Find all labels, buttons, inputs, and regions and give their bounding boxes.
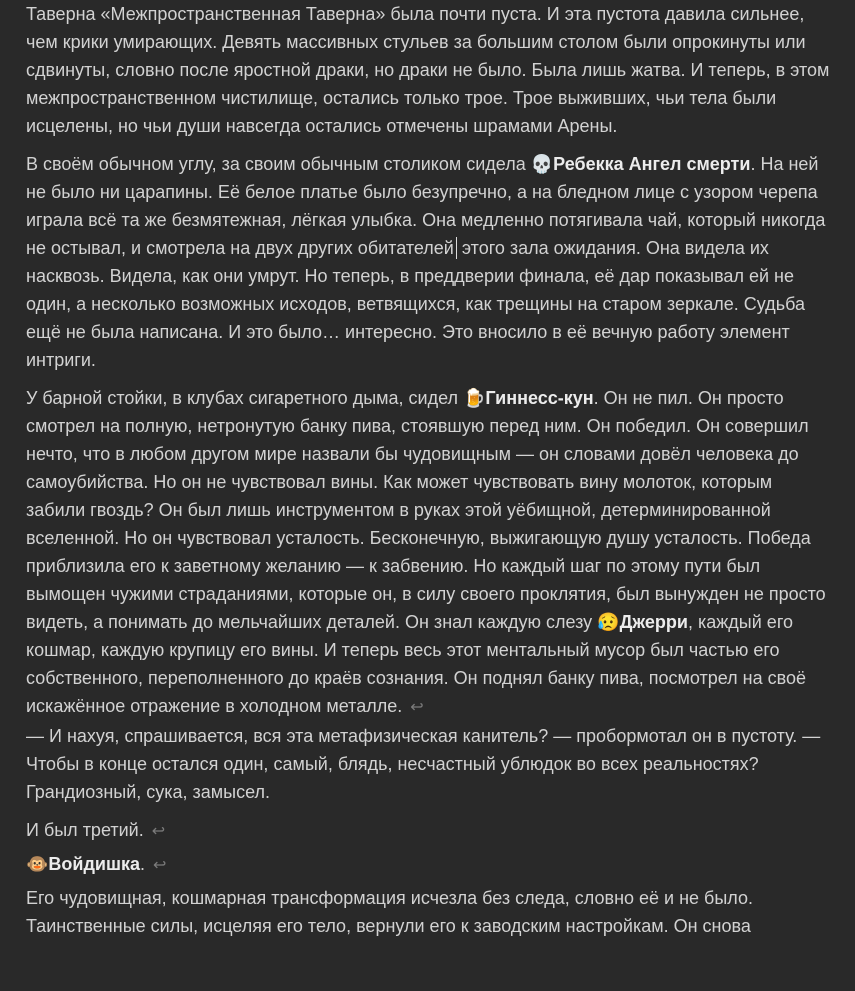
character-name-rebecca: Ребекка Ангел смерти <box>553 154 751 174</box>
skull-icon: 💀 <box>530 154 554 174</box>
paragraph-transformation: Его чудовищная, кошмарная трансформация исчезла без следа, словно её и не было. Таинственные силы, исцеляя его тело, вернули его к заводским настройкам. Он снова <box>26 888 754 936</box>
paragraph-voidishka: 🐵Войдишка. ↩ <box>26 854 167 874</box>
character-name-jerry: Джерри <box>619 612 688 632</box>
sad-face-icon: 😥 <box>597 612 620 632</box>
paragraph-rebecca: В своём обычном углу, за своим обычным столиком сидела 💀Ребекка Ангел смерти. На ней не было ни царапины. Её белое платье было безупречно, а на бледном лице с узором черепа играла всё та же безмятежная, лёгкая улыбка. Она медленно потягивала чай, который никогда не остывал, и смотрела на двух других обитателей этого зала ожидания. Она видела их насквозь. Видела, как они умрут. Но теперь, в преддверии финала, её дар показывал ей не один, а несколько возможных исходов, ветвящихся, как трещины на старом зеркале. Судьба ещё не была написана. И это было… интересно. Это вносило в её вечную работу элемент интриги. <box>26 154 826 370</box>
monkey-icon: 🐵 <box>26 854 49 874</box>
line-break-icon: ↩ <box>151 823 166 840</box>
line-break-icon: ↩ <box>410 699 424 716</box>
paragraph-guinness: У барной стойки, в клубах сигаретного дыма, сидел 🍺Гиннесс-кун. Он не пил. Он просто смотрел на полную, нетронутую банку пива, стоявшую перед ним. Он победил. Он совершил нечто, что в любом другом мире назвали бы чудовищным — он словами довёл человека до самоубийства. Но он не чувствовал вины. Как может чувствовать вину молоток, которым забили гвоздь? Он был лишь инструментом в руках этой уёбищной, детерминированной вселенной. Но он чувствовал усталость. Бесконечную, выжигающую душу усталость. Победа приблизила его к заветному желанию — к забвению. Но каждый шаг по этому пути был вымощен чужими страданиями, которые он, в силу своего проклятия, был вынужден не просто видеть, а понимать до мельчайших деталей. Он знал каждую слезу 😥Джерри, каждый его кошмар, каждую крупицу его вины. И теперь весь этот ментальный мусор был частью его собственного, переполненного до краёв сознания. Он поднял банку пива, посмотрел на своё искажённое отражение в холодном металле. ↩ — И нахуя, спрашивается, вся эта метафизическая канитель? — пробормотал он в пустоту. — Чтобы в конце остался один, самый, блядь, несчастный ублюдок во всех реальностях? Грандиозный, сука, замысел. <box>26 388 826 802</box>
character-name-guinness: Гиннесс-кун <box>485 388 594 408</box>
beer-icon: 🍺 <box>463 388 486 408</box>
paragraph-third: И был третий. ↩ <box>26 820 166 840</box>
quote-line: — И нахуя, спрашивается, вся эта метафизическая канитель? — пробормотал он в пустоту. — Чтобы в конце остался один, самый, блядь, несчастный ублюдок во всех реальностях? Грандиозный, сука, замысел. <box>26 726 821 802</box>
character-name-voidishka: Войдишка <box>48 854 140 874</box>
paragraph-intro: Таверна «Межпространственная Таверна» была почти пуста. И эта пустота давила сильнее, чем крики умирающих. Девять массивных стульев за большим столом были опрокинуты или сдвинуты, словно после яростной драки, но драки не было. Была лишь жатва. И теперь, в этом межпространственном чистилище, остались только трое. Трое выживших, чьи тела были исцелены, но чьи души навсегда остались отмечены шрамами Арены. <box>26 4 830 136</box>
line-break-icon: ↩ <box>153 857 167 874</box>
